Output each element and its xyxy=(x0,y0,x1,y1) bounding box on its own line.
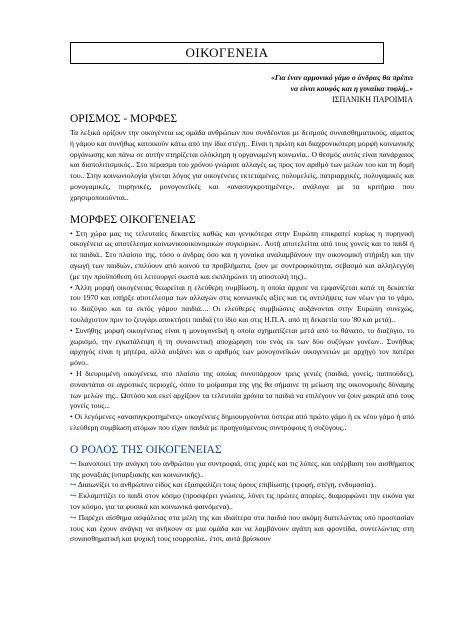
arrow-icon: ↪ xyxy=(70,480,77,490)
role-item-text: Εκλαμπτίζει το παιδί στον κόσμο (προσφέρει γνώσεις, λύνει τις πρώτες απορίες, διαμορφώνει την εικόνα για τον κόσμο, για τα φυσικά και κοινωνικά φαινόμενα).. xyxy=(70,491,414,511)
arrow-icon: ↪ xyxy=(70,458,77,468)
section-heading-forms: ΜΟΡΦΕΣ ΟΙΚΟΓΕΝΕΙΑΣ xyxy=(70,213,196,226)
role-item-text: Παρέχει αίσθημα ασφάλειας στα μέλη της και ιδιαίτερα στα παιδιά που ακόμη διατελώντας υπό προστασίαν τους και έχουν ανάγκη να ανήκουν σε μια ομάδα και να λαμβάνουν αγάπη και φροντίδα, συντελώντας στη συναισθηματική και ψυχική τους ισορροπία.. έτσι, αυτά βρίσκουν xyxy=(70,512,415,544)
bullet-paragraph: • Στη χώρα μας τις τελευταίες δεκαετίες καθώς και γενικότερα στην Ευρώπη επικρατεί κυρίως η πυρηνική οικογένεια ως αποτέλεσμα κοινωνικοοικονομικών συγκυριών.. Αυτή αποτελείται από τους γονείς και το παιδί ή τα παιδιά.. Στο πλαίσιο της, τόσο ο άνδρας όσο και η γυναίκα αναλαμβάνουν την οικονομική στήριξη και την αγωγή των παιδιών, επιλύουν από κοινού τα προβλήματα, ζουν με συντροφικότητα, σεβασμό και αλληλεγγύη (με την προϋπόθεση ότι λειτουργεί σωστά και εκπληρώνει τη αποστολή της).. xyxy=(70,228,414,281)
epigraph-line-2: να είναι κουφός και η γυναίκα τυφλή..» xyxy=(290,84,413,93)
section-text-definition: Τα λεξικά ορίζουν την οικογένεια ως ομάδα ανθρώπων που συνδέονται με δεσμούς συναισθηματικούς, αίματος ή γάμου και συνήθως κατοικούν κάτω από την ίδια στέγη.. Είναι η πρώτη και διαχρονικότερη μορφή κοινωνικής οργάνωσης και πάνω σε αυτήν στηρίζεται ολόκληρη η οργανωμένη κοινωνία.. Ο θεσμός αυτός είναι πανάρχαιος και διαπολιτισμικός.. Στο πέρασμα του χρόνου γνώρισε αλλαγές ως προς τον αριθμό των μελών του και τη δομή του.. Στην κοινωνιολογία γίνεται λόγος για οικογένειες εκτεταμένες, πολυμελείς, πατριαρχικές, πολυγαμικές και μονογαμικές, πυρηνικές, μονογονεϊκές και «ανασυγκροτημένες», ανάλογα με τα κριτήρια που χρησιμοποιούνται.. xyxy=(70,128,414,202)
arrow-icon: ↪ xyxy=(70,512,77,522)
document-body xyxy=(70,112,414,545)
epigraph-line-1: «Για έναν αρμονικό γάμο ο άνδρας θα πρέπει xyxy=(271,73,413,82)
arrow-icon: ↪ xyxy=(70,491,77,501)
role-item-text: Διαιωνίζει το ανθρώπινο είδος και εξασφαλίζει τους όρους επιβίωσης (τροφή, στέγη, ενδυμασία).. xyxy=(77,480,377,490)
bullet-paragraph: • Άλλη μορφή οικογένειας θεωρείται η ελεύθερη συμβίωση, η οποία άρχισε να εμφανίζεται κατά τη δεκαετία του 1970 και υπήρξε αποτέλεσμα των αλλαγών στις κοινωνικές αξίες και τις αντιλήψεις των νέων για το γάμο, το διαζύγιο και τα εκτός γάμου παιδιά.... Οι ελεύθερες συμβιώσεις αυξάνονται στην Ευρώπη συνεχώς, τουλάχιστον πριν το ζευγάρι αποκτήσει παιδιά (το ίδιο και στις Η.Π.Α. από τη δεκαετία του '80 και μετά).. xyxy=(70,282,414,324)
section-heading-role: Ο ΡΟΛΟΣ ΤΗΣ ΟΙΚΟΓΕΝΕΙΑΣ xyxy=(70,443,222,456)
document-title: ΟΙΚΟΓΕΝΕΙΑ xyxy=(70,42,384,64)
role-item xyxy=(70,480,414,491)
role-item-text: Ικανοποιεί την ανάγκη του ανθρώπου για συντροφιά, στις χαρές και τις λύπες, και υπέρβαση του αισθήματος της μοναξιάς (υπαρξιακής και κοινωνικής).. xyxy=(70,458,415,479)
role-item xyxy=(70,513,414,545)
bullet-paragraph: • Οι λεγόμενες «ανασυγκροτημένες» οικογένειες δημιουργούνται ύστερα από πρώτο γάμο ή εκ νέου γάμο ή από ελεύθερη συμβίωση ατόμων που είχαν παιδιά με προηγούμενους συντρόφους ή συζύγους.. xyxy=(70,412,414,432)
epigraph-source: ΙΣΠΑΝΙΚΗ ΠΑΡΟΙΜΙΑ xyxy=(332,95,413,104)
bullet-paragraph: • Συνήθης μορφή οικογένειας είναι η μονογονεϊκή η οποία σχηματίζεται μετά από το θάνατο, το διαζύγιο, το χωρισμό, την εγκατάλειψη ή τη συναινετική αποχώρηση του ενός εκ των δύο συζύγων γονέων.. Συνήθως αρχηγός είναι η μητέρα, αλλά αυξάνει και ο αριθμός των μονογονεϊκών οικογενειών με αρχηγό τον πατέρα μόνο.. xyxy=(70,325,414,368)
role-item xyxy=(70,459,414,481)
epigraph xyxy=(83,72,413,105)
bullet-paragraph: • Η διευρυμένη οικογένεια, στο πλαίσιο της οποίας συνυπάρχουν τρεις γενιές (παιδιά, γονείς, παππούδες), συναντάται σε αγροτικές περιοχές, όπου το μοίρασμα της γης θα σήμαινε τη μείωση της οικονομικής δύναμης των μελών της.. Ωστόσο και εκεί αρχίζουν τα τελευταία χρόνια τα παιδιά να επιλέγουν να ζουν μακριά από τους γονείς τους... xyxy=(70,368,414,411)
role-item xyxy=(70,491,414,513)
section-heading-definition: ΟΡΙΣΜΟΣ - ΜΟΡΦΕΣ xyxy=(70,113,178,125)
